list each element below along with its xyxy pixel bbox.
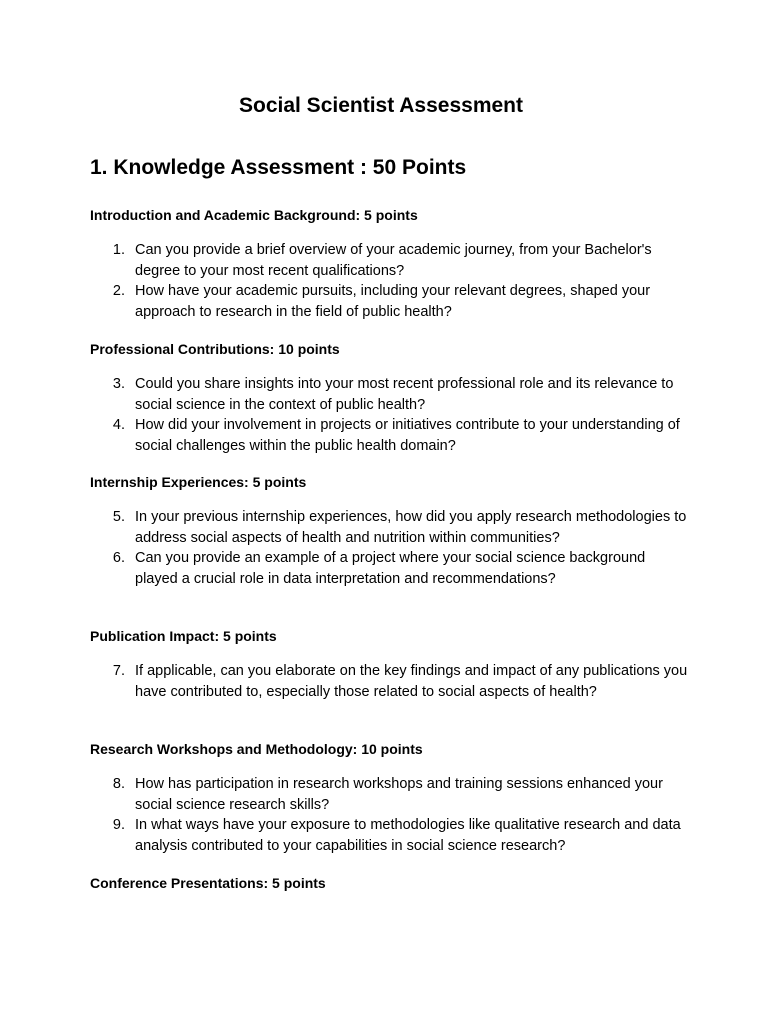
subsection-heading: Internship Experiences: 5 points — [90, 474, 307, 490]
subsection-heading: Professional Contributions: 10 points — [90, 341, 340, 357]
question-item — [90, 240, 690, 281]
question-number: 3. — [112, 376, 125, 392]
question-item — [90, 548, 690, 589]
question-list — [90, 507, 690, 589]
question-item — [90, 661, 690, 702]
subsection-heading: Research Workshops and Methodology: 10 points — [90, 741, 423, 757]
question-item — [90, 815, 690, 856]
question-number: 8. — [112, 776, 125, 792]
question-list — [90, 774, 690, 856]
question-item — [90, 415, 690, 456]
question-item — [90, 774, 690, 815]
subsection-heading: Conference Presentations: 5 points — [90, 875, 326, 891]
question-list — [90, 240, 690, 322]
subsection-internship-experiences — [90, 472, 690, 589]
subsection-heading: Publication Impact: 5 points — [90, 628, 277, 644]
subsection-publication-impact — [90, 626, 690, 702]
question-number: 7. — [112, 663, 125, 679]
question-item — [90, 281, 690, 322]
question-number: 2. — [112, 283, 125, 299]
question-number: 4. — [112, 417, 125, 433]
question-text: Can you provide an example of a project where your social science background played a crucial role in data interpretation and recommendations? — [135, 550, 646, 587]
section-heading: 1. Knowledge Assessment : 50 Points — [90, 156, 467, 179]
subsection-heading: Introduction and Academic Background: 5 points — [90, 207, 418, 223]
document-title: Social Scientist Assessment — [238, 94, 523, 117]
question-number: 1. — [112, 242, 125, 258]
question-number: 9. — [112, 817, 125, 833]
question-text: If applicable, can you elaborate on the key findings and impact of any publications you have contributed to, especially those related to social aspects of health? — [135, 663, 688, 700]
question-text: In what ways have your exposure to methodologies like qualitative research and data analysis contributed to your capabilities in social science research? — [135, 817, 681, 854]
question-text: Can you provide a brief overview of your academic journey, from your Bachelor's degree to your most recent qualifications? — [135, 242, 652, 279]
question-number: 6. — [112, 550, 125, 566]
question-text: Could you share insights into your most recent professional role and its relevance to social science in the context of public health? — [135, 376, 674, 413]
question-number: 5. — [112, 509, 125, 525]
question-list — [90, 661, 690, 702]
subsection-professional-contributions — [90, 339, 690, 456]
question-list — [90, 374, 690, 456]
question-item — [90, 507, 690, 548]
question-item — [90, 374, 690, 415]
question-text: How did your involvement in projects or initiatives contribute to your understanding of social challenges within the public health domain? — [135, 417, 680, 454]
question-text: How has participation in research workshops and training sessions enhanced your social science research skills? — [135, 776, 663, 813]
question-text: In your previous internship experiences, how did you apply research methodologies to address social aspects of health and nutrition within communities? — [135, 509, 687, 546]
subsection-research-workshops — [90, 739, 690, 856]
subsection-conference-presentations — [90, 873, 690, 893]
question-text: How have your academic pursuits, including your relevant degrees, shaped your approach to research in the field of public health? — [135, 283, 651, 320]
subsection-academic-background — [90, 205, 690, 322]
